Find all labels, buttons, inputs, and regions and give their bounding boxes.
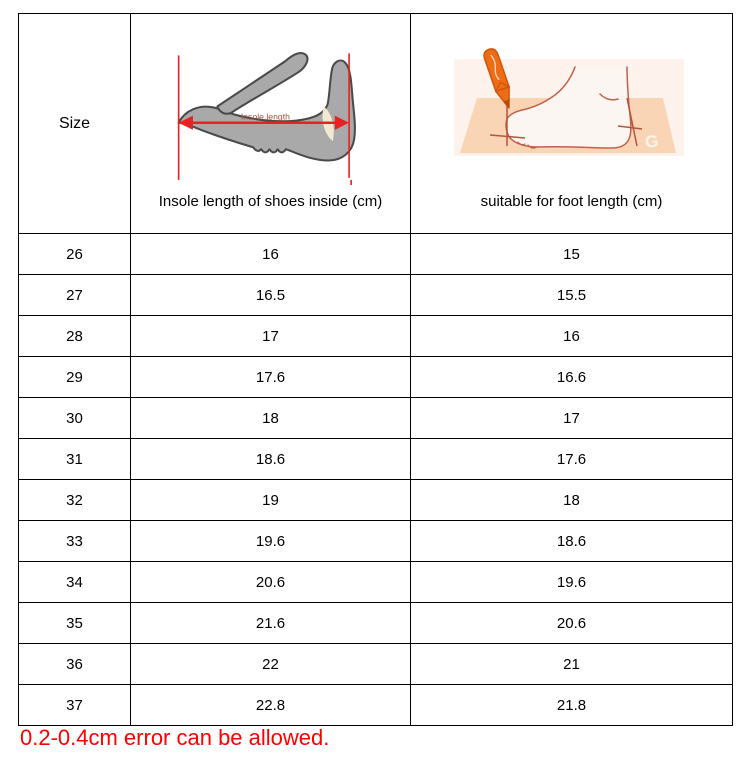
insole-cell: 21.6 (131, 603, 411, 644)
foot-column-caption: suitable for foot length (cm) (480, 193, 663, 210)
table-row (19, 603, 733, 644)
insole-length-arrow-label: Insole length (240, 111, 290, 122)
insole-cell: 19.6 (131, 521, 411, 562)
insole-column-caption: Insole length of shoes inside (cm) (158, 193, 383, 210)
shoe-insole-icon (168, 37, 373, 185)
table-header-row (19, 14, 733, 234)
insole-cell: 16 (131, 234, 411, 275)
table-row (19, 562, 733, 603)
mat-watermark-letter: G (643, 131, 659, 152)
insole-cell: 22.8 (131, 685, 411, 726)
table-row (19, 234, 733, 275)
insole-cell: 18 (131, 398, 411, 439)
size-cell: 31 (19, 439, 131, 480)
insole-cell: 19 (131, 480, 411, 521)
table-row (19, 316, 733, 357)
foot-cell: 21.8 (411, 685, 733, 726)
table-row (19, 644, 733, 685)
table-row (19, 398, 733, 439)
insole-cell: 17 (131, 316, 411, 357)
table-row (19, 357, 733, 398)
insole-cell: 20.6 (131, 562, 411, 603)
table-row (19, 480, 733, 521)
size-chart-table (18, 13, 733, 726)
size-cell: 28 (19, 316, 131, 357)
foot-cell: 21 (411, 644, 733, 685)
insole-cell: 16.5 (131, 275, 411, 316)
foot-cell: 18 (411, 480, 733, 521)
foot-measure-icon (452, 38, 692, 183)
insole-cell: 18.6 (131, 439, 411, 480)
foot-cell: 15 (411, 234, 733, 275)
size-cell: 32 (19, 480, 131, 521)
foot-cell: 17.6 (411, 439, 733, 480)
header-cell-insole (131, 14, 411, 234)
foot-cell: 18.6 (411, 521, 733, 562)
insole-cell: 22 (131, 644, 411, 685)
table-row (19, 275, 733, 316)
table-row (19, 521, 733, 562)
size-cell: 29 (19, 357, 131, 398)
table-row (19, 439, 733, 480)
foot-cell: 17 (411, 398, 733, 439)
size-cell: 35 (19, 603, 131, 644)
foot-measure-illustration (452, 28, 692, 193)
shoe-insole-illustration (168, 28, 373, 193)
foot-cell: 16 (411, 316, 733, 357)
header-cell-foot (411, 14, 733, 234)
size-cell: 33 (19, 521, 131, 562)
table-row (19, 685, 733, 726)
size-cell: 34 (19, 562, 131, 603)
size-column-label: Size (58, 114, 91, 132)
size-cell: 37 (19, 685, 131, 726)
size-cell: 36 (19, 644, 131, 685)
foot-cell: 19.6 (411, 562, 733, 603)
size-cell: 26 (19, 234, 131, 275)
foot-cell: 15.5 (411, 275, 733, 316)
foot-cell: 16.6 (411, 357, 733, 398)
insole-cell: 17.6 (131, 357, 411, 398)
error-tolerance-note: 0.2-0.4cm error can be allowed. (20, 725, 330, 750)
size-cell: 27 (19, 275, 131, 316)
foot-cell: 20.6 (411, 603, 733, 644)
header-cell-size (19, 14, 131, 234)
size-cell: 30 (19, 398, 131, 439)
